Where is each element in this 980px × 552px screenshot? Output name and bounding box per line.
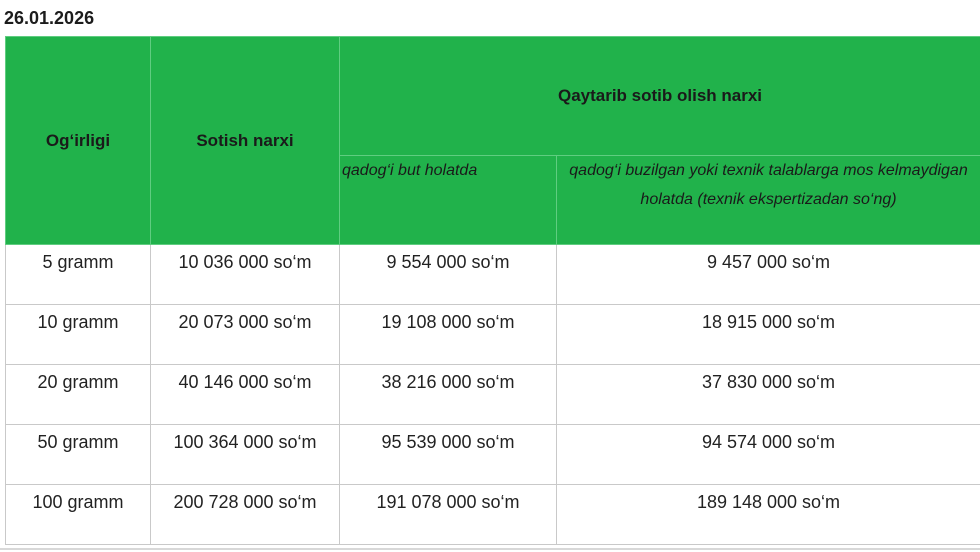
header-buyback-intact: qadog‘i but holatda [340,156,557,245]
buyback-damaged-cell: 9 457 000 so‘m [557,245,980,305]
weight-cell: 100 gramm [6,485,151,545]
sell-price-cell: 20 073 000 so‘m [151,305,340,365]
price-table [5,36,980,545]
header-buyback-price: Qaytarib sotib olish narxi [340,37,980,156]
sell-price-cell: 40 146 000 so‘m [151,365,340,425]
buyback-damaged-cell: 94 574 000 so‘m [557,425,980,485]
header-buyback-damaged: qadog‘i buzilgan yoki texnik talablarga mos kelmaydigan holatda (texnik ekspertizadan so‘ng) [557,156,980,245]
header-weight: Og‘irligi [6,37,151,245]
weight-cell: 5 gramm [6,245,151,305]
table-row [6,365,980,425]
buyback-intact-cell: 9 554 000 so‘m [340,245,557,305]
buyback-intact-cell: 38 216 000 so‘m [340,365,557,425]
table-row [6,305,980,365]
buyback-damaged-cell: 37 830 000 so‘m [557,365,980,425]
buyback-intact-cell: 19 108 000 so‘m [340,305,557,365]
weight-cell: 50 gramm [6,425,151,485]
buyback-intact-cell: 191 078 000 so‘m [340,485,557,545]
sell-price-cell: 10 036 000 so‘m [151,245,340,305]
sell-price-cell: 200 728 000 so‘m [151,485,340,545]
table-row [6,425,980,485]
bottom-divider [0,548,980,550]
table-row [6,485,980,545]
table-row [6,245,980,305]
weight-cell: 10 gramm [6,305,151,365]
weight-cell: 20 gramm [6,365,151,425]
sell-price-cell: 100 364 000 so‘m [151,425,340,485]
header-row [6,37,980,156]
buyback-damaged-cell: 18 915 000 so‘m [557,305,980,365]
date-label: 26.01.2026 [4,8,95,28]
buyback-damaged-cell: 189 148 000 so‘m [557,485,980,545]
buyback-intact-cell: 95 539 000 so‘m [340,425,557,485]
header-sell-price: Sotish narxi [151,37,340,245]
